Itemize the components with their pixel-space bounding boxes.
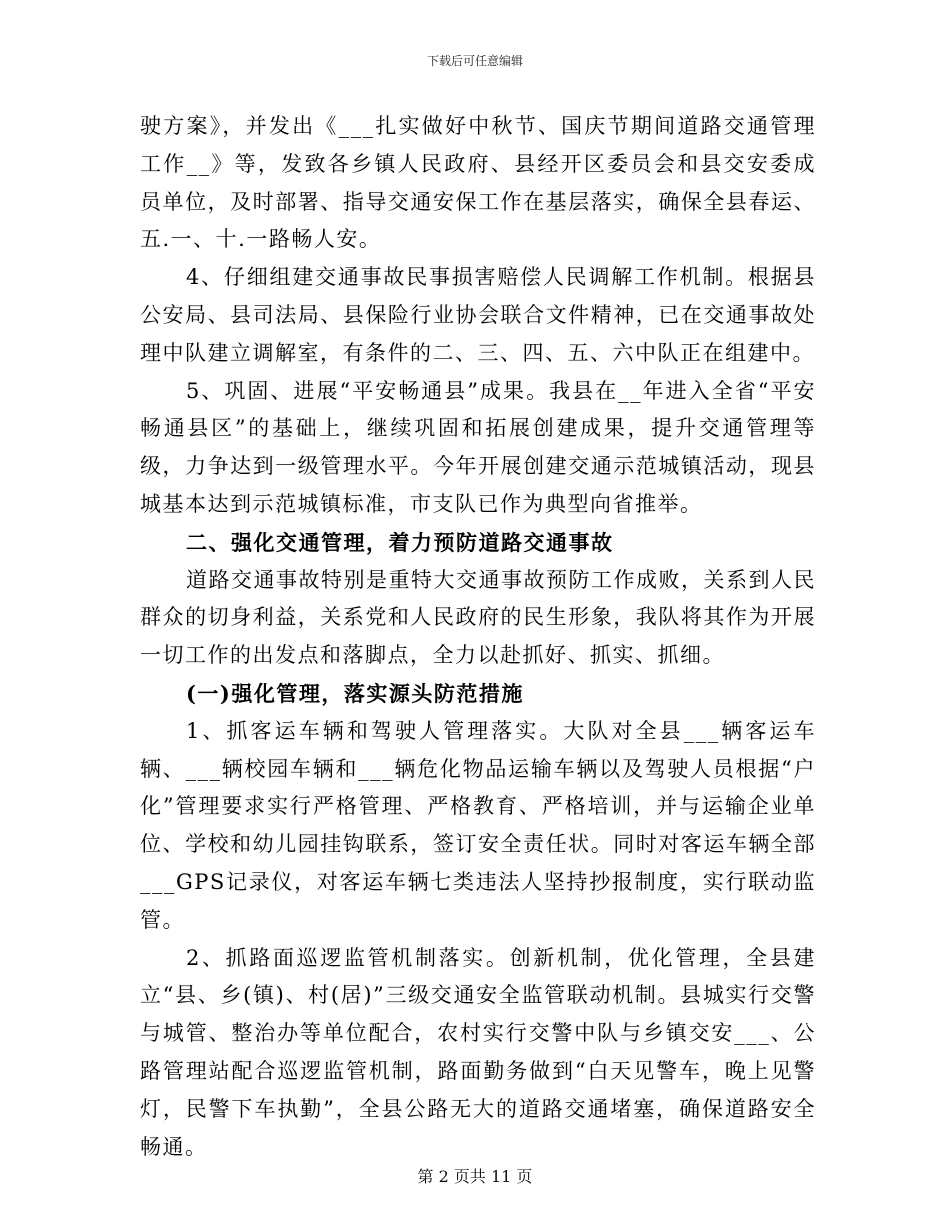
paragraph-continuation: 驶方案》，并发出《___扎实做好中秋节、国庆节期间道路交通管理工作__》等，发致各乡镇人民政府、县经开区委员会和县交安委成员单位，及时部署、指导交通安保工作在基层落实，确保全县春运、五.一、十.一路畅人安。	[140, 114, 816, 252]
document-body	[140, 108, 816, 1166]
header-note: 下载后可任意编辑	[426, 54, 523, 68]
page-number: 第 2 页共 11 页	[417, 1167, 533, 1186]
paragraph-item-4: 4、仔细组建交通事故民事损害赔偿人民调解工作机制。根据县公安局、县司法局、县保险行业协会联合文件精神，已在交通事故处理中队建立调解室，有条件的二、三、四、五、六中队正在组建中。	[140, 265, 816, 365]
section-heading-2: 二、强化交通管理，着力预防道路交通事故	[186, 529, 614, 555]
paragraph-item-2: 2、抓路面巡逻监管机制落实。创新机制，优化管理，全县建立“县、乡(镇)、村(居)”三级交通安全监管联动机制。县城实行交警与城管、整治办等单位配合，农村实行交警中队与乡镇交安___、公路管理站配合巡逻监管机制，路面勤务做到“白天见警车，晚上见警灯，民警下车执勤”，全县公路无大的道路交通堵塞，确保道路安全畅通。	[140, 945, 816, 1159]
paragraph-item-1: 1、抓客运车辆和驾驶人管理落实。大队对全县___辆客运车辆、___辆校园车辆和___辆危化物品运输车辆以及驾驶人员根据“户化”管理要求实行严格管理、严格教育、严格培训，并与运输企业单位、学校和幼儿园挂钩联系，签订安全责任状。同时对客运车辆全部___GPS记录仪，对客运车辆七类违法人坚持抄报制度，实行联动监管。	[140, 718, 816, 932]
subsection-heading-1: (一)强化管理，落实源头防范措施	[186, 680, 524, 706]
paragraph-item-5: 5、巩固、进展“平安畅通县”成果。我县在__年进入全省“平安畅通县区”的基础上，继续巩固和拓展创建成果，提升交通管理等级，力争达到一级管理水平。今年开展创建交通示范城镇活动，现县城基本达到示范城镇标准，市支队已作为典型向省推举。	[140, 378, 816, 516]
paragraph-section-intro: 道路交通事故特别是重特大交通事故预防工作成败，关系到人民群众的切身利益，关系党和人民政府的民生形象，我队将其作为开展一切工作的出发点和落脚点，全力以赴抓好、抓实、抓细。	[140, 567, 816, 668]
